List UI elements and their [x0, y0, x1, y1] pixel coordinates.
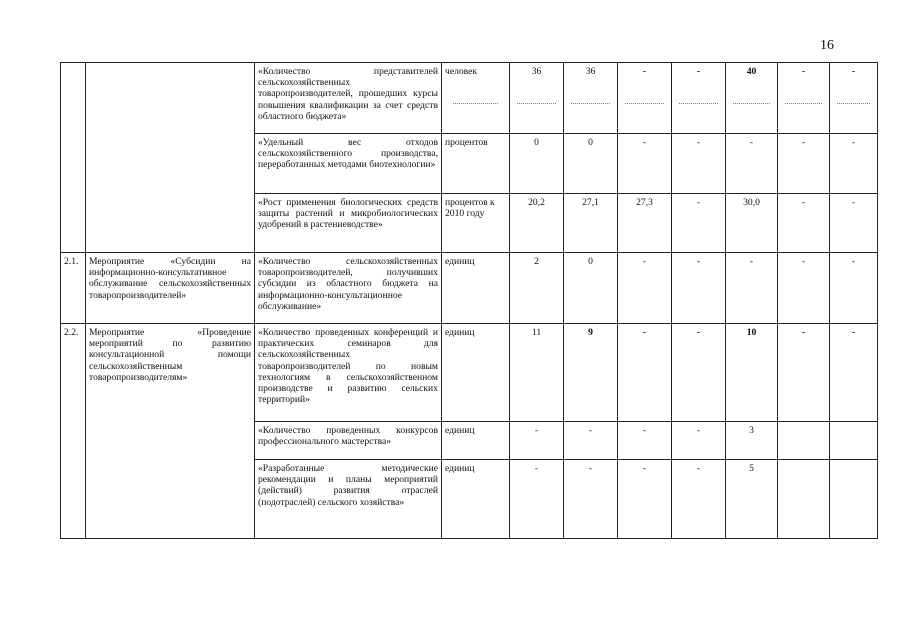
- blank-line: [679, 103, 718, 104]
- measure-description-cell: Мероприятие «Субсидии на информационно-консультативное обслуживание сельскохозяйственных товаропроизводителей»: [86, 253, 255, 324]
- indicator-cell: «Количество представителей сельскохозяйственных товаропроизводителей, прошедших курсы повышения квалификации за счет средств областного бюджета»: [255, 63, 442, 134]
- value-cell: -: [672, 253, 726, 324]
- page-number: 16: [820, 38, 834, 53]
- row-number-cell: [61, 63, 86, 253]
- table-row: [61, 253, 878, 324]
- value-cell: [618, 63, 672, 134]
- value-cell: -: [726, 134, 778, 194]
- unit-cell: единиц: [442, 460, 510, 539]
- indicator-cell: «Удельный вес отходов сельскохозяйственного производства, переработанных методами биотехнологии»: [255, 134, 442, 194]
- value-cell: 27,3: [618, 194, 672, 253]
- value-cell: -: [830, 134, 878, 194]
- unit-cell: процентов: [442, 134, 510, 194]
- value-text: -: [696, 66, 701, 77]
- value-text: 40: [746, 66, 757, 77]
- value-cell: [778, 422, 830, 460]
- value-cell: [564, 63, 618, 134]
- value-cell: 2: [510, 253, 564, 324]
- value-cell: -: [830, 253, 878, 324]
- value-cell: [830, 63, 878, 134]
- value-text: -: [851, 66, 856, 77]
- indicators-table: [60, 62, 878, 539]
- blank-line: [571, 103, 610, 104]
- value-cell: -: [672, 324, 726, 422]
- blank-line: [625, 103, 664, 104]
- value-cell: -: [778, 134, 830, 194]
- value-text: -: [642, 66, 647, 77]
- value-text: -: [801, 66, 806, 77]
- value-cell: 20,2: [510, 194, 564, 253]
- value-cell: 27,1: [564, 194, 618, 253]
- value-cell: -: [618, 422, 672, 460]
- value-cell: -: [618, 460, 672, 539]
- value-cell: [672, 63, 726, 134]
- value-cell: -: [672, 422, 726, 460]
- value-text: 36: [585, 66, 596, 77]
- value-cell: [726, 63, 778, 134]
- value-cell: [830, 422, 878, 460]
- value-cell: [778, 460, 830, 539]
- value-cell: -: [830, 194, 878, 253]
- unit-cell: процентов к 2010 году: [442, 194, 510, 253]
- value-cell: [830, 460, 878, 539]
- indicator-cell: «Рост применения биологических средств защиты растений и микробиологических удобрений в растениеводстве»: [255, 194, 442, 253]
- unit-cell: [442, 63, 510, 134]
- value-cell: 0: [510, 134, 564, 194]
- value-cell: -: [830, 324, 878, 422]
- value-cell: -: [726, 253, 778, 324]
- value-cell: -: [618, 324, 672, 422]
- value-cell: 10: [726, 324, 778, 422]
- unit-cell: единиц: [442, 253, 510, 324]
- value-cell: 30,0: [726, 194, 778, 253]
- value-cell: -: [510, 422, 564, 460]
- value-cell: 3: [726, 422, 778, 460]
- indicator-cell: «Количество проведенных конференций и практических семинаров для сельскохозяйственных товаропроизводителей по новым технологиям в сельскохозяйственном производстве и развитию сельских территорий»: [255, 324, 442, 422]
- value-cell: -: [672, 134, 726, 194]
- value-cell: 0: [564, 253, 618, 324]
- measure-description-cell: [86, 63, 255, 253]
- row-number-cell: 2.1.: [61, 253, 86, 324]
- blank-line: [453, 103, 498, 104]
- blank-line: [785, 103, 822, 104]
- unit-cell: единиц: [442, 324, 510, 422]
- value-text: 36: [531, 66, 542, 77]
- value-cell: -: [564, 422, 618, 460]
- value-cell: -: [618, 253, 672, 324]
- value-cell: -: [778, 324, 830, 422]
- indicator-cell: «Количество проведенных конкурсов профессионального мастерства»: [255, 422, 442, 460]
- value-cell: -: [672, 460, 726, 539]
- value-cell: [778, 63, 830, 134]
- value-cell: 5: [726, 460, 778, 539]
- blank-line: [517, 103, 556, 104]
- value-cell: 9: [564, 324, 618, 422]
- table-row: [61, 324, 878, 422]
- unit-text: человек: [445, 66, 478, 77]
- value-cell: -: [618, 134, 672, 194]
- indicator-cell: «Разработанные методические рекомендации и планы мероприятий (действий) развития отраслей (подотраслей) сельского хозяйства»: [255, 460, 442, 539]
- blank-line: [837, 103, 870, 104]
- blank-line: [733, 103, 770, 104]
- unit-cell: единиц: [442, 422, 510, 460]
- value-cell: -: [510, 460, 564, 539]
- value-cell: -: [778, 194, 830, 253]
- indicator-cell: «Количество сельскохозяйственных товаропроизводителей, получивших субсидии из областного бюджета на информационно-консультационное обслуживание»: [255, 253, 442, 324]
- value-cell: -: [564, 460, 618, 539]
- value-cell: -: [778, 253, 830, 324]
- value-cell: -: [672, 194, 726, 253]
- row-number-cell: 2.2.: [61, 324, 86, 539]
- measure-description-cell: Мероприятие «Проведение мероприятий по развитию консультационной помощи сельскохозяйственным товаропроизводителям»: [86, 324, 255, 539]
- value-cell: 11: [510, 324, 564, 422]
- value-cell: [510, 63, 564, 134]
- table-row: [61, 63, 878, 134]
- value-cell: 0: [564, 134, 618, 194]
